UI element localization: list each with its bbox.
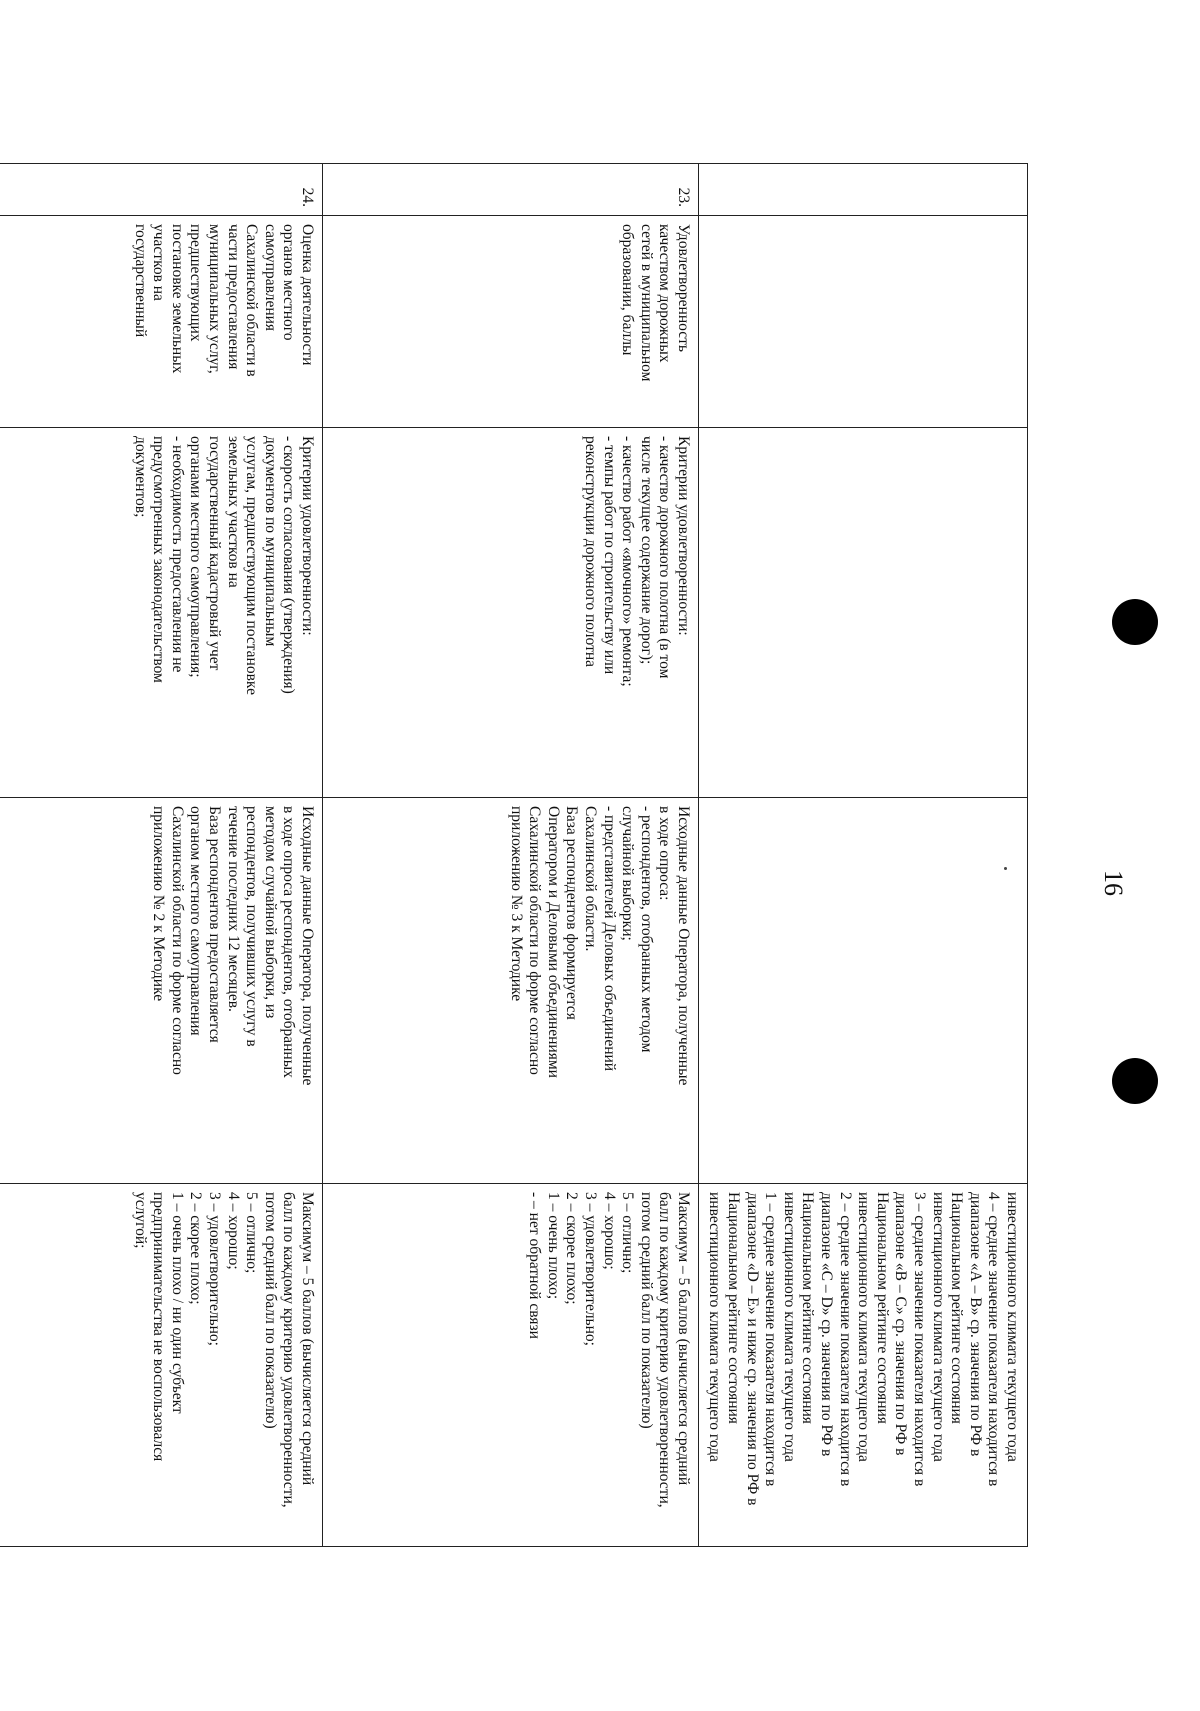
punch-hole-mark bbox=[1112, 1058, 1158, 1104]
text-line: участков на bbox=[150, 224, 168, 301]
text-line: качеством дорожных bbox=[656, 224, 674, 363]
text-line: 1 – среднее значение показателя находится в bbox=[762, 1192, 780, 1487]
text-line: инвестиционного климата текущего года bbox=[1004, 1192, 1021, 1462]
text-line: инвестиционного климата текущего года bbox=[780, 1192, 798, 1462]
cell-name bbox=[322, 216, 698, 428]
table-row-23 bbox=[322, 164, 698, 1547]
table-row-24 bbox=[0, 164, 322, 1547]
text-line: методом случайной выборки, из bbox=[261, 806, 279, 1019]
text-line: случайной выборки; bbox=[619, 806, 637, 941]
text-line: муниципальных услуг, bbox=[205, 224, 223, 374]
text-line: 2 – скорее плохо; bbox=[563, 1192, 581, 1305]
cell-score bbox=[322, 1184, 698, 1547]
text-line: Удовлетворенность bbox=[674, 224, 692, 352]
text-line: органов местного bbox=[280, 224, 298, 341]
cell-source bbox=[322, 798, 698, 1184]
text-line: предпринимательства не воспользовался bbox=[150, 1192, 168, 1462]
text-line: инвестиционного климата текущего года bbox=[929, 1192, 947, 1462]
cell-criteria bbox=[322, 428, 698, 798]
text-line: земельных участков на bbox=[224, 436, 242, 588]
text-line: 3 – удовлетворительно; bbox=[581, 1192, 599, 1346]
text-line: постановке земельных bbox=[168, 224, 186, 374]
text-line: числе текущее содержание дорог); bbox=[637, 436, 655, 665]
text-line: Сахалинской области. bbox=[581, 806, 599, 952]
text-line: - респондентов, отобранных методом bbox=[637, 806, 655, 1053]
text-line: реконструкции дорожного полотна bbox=[581, 436, 599, 668]
page-number: 16 bbox=[1099, 870, 1128, 896]
text-line: документов; bbox=[131, 436, 149, 518]
text-line: государственный bbox=[131, 224, 149, 338]
text-line: документов по муниципальным bbox=[261, 436, 279, 647]
text-line: течение последних 12 месяцев. bbox=[224, 806, 242, 1012]
text-line: потом средний балл по показателю) bbox=[261, 1192, 279, 1429]
text-line: Национальном рейтинге состояния bbox=[873, 1192, 891, 1424]
cell-criteria bbox=[0, 428, 322, 798]
text-line: инвестиционного климата текущего года bbox=[855, 1192, 873, 1462]
cell-num: 23. bbox=[322, 164, 698, 216]
text-line: респондентов, получивших услугу в bbox=[243, 806, 261, 1047]
text-line: - представителей Деловых объединений bbox=[600, 806, 618, 1072]
text-line: балл по каждому критерию удовлетворенности, bbox=[280, 1192, 298, 1508]
text-line: Максимум – 5 баллов (вычисляется средний bbox=[298, 1192, 316, 1486]
text-line: балл по каждому критерию удовлетворенности, bbox=[656, 1192, 674, 1508]
text-line: образовании, баллы bbox=[619, 224, 637, 356]
cell-source bbox=[698, 798, 1027, 1184]
text-line: 3 – среднее значение показателя находится в bbox=[911, 1192, 929, 1487]
text-line: диапазоне «D – E» и ниже ср. значения по РФ в bbox=[743, 1192, 761, 1506]
text-line: Оператором и Деловыми объединениями bbox=[544, 806, 562, 1078]
text-line: диапазоне «С – D» ср. значения по РФ в bbox=[818, 1192, 836, 1457]
text-line: - – нет обратной связи bbox=[526, 1192, 544, 1339]
punch-hole-mark bbox=[1112, 599, 1158, 645]
text-line: диапазоне «В – С» ср. значения по РФ в bbox=[892, 1192, 910, 1456]
text-line: 2 – среднее значение показателя находится в bbox=[836, 1192, 854, 1487]
text-line: органом местного самоуправления bbox=[187, 806, 205, 1036]
text-line: государственный кадастровый учет bbox=[205, 436, 223, 671]
text-line: База респондентов предоставляется bbox=[205, 806, 223, 1043]
text-line: 2 – скорее плохо; bbox=[187, 1192, 205, 1305]
text-line: услугой; bbox=[131, 1192, 149, 1249]
text-line: - скорость согласования (утверждения) bbox=[280, 436, 298, 694]
text-line: диапазоне «А – В» ср. значения по РФ в bbox=[966, 1192, 984, 1457]
text-line: - качество работ «ямочного» ремонта; bbox=[619, 436, 637, 687]
text-line: 5 – отлично; bbox=[619, 1192, 637, 1274]
cell-source bbox=[0, 798, 322, 1184]
text-line: инвестиционного климата текущего года bbox=[706, 1192, 724, 1462]
cell-score bbox=[698, 1184, 1027, 1547]
text-line: База респондентов формируется bbox=[563, 806, 581, 1020]
text-line: Максимум – 5 баллов (вычисляется средний bbox=[674, 1192, 692, 1486]
text-line: 4 – среднее значение показателя находится в bbox=[985, 1192, 1003, 1487]
text-line: органами местного самоуправления; bbox=[187, 436, 205, 678]
rotated-table-container bbox=[100, 163, 1028, 1546]
table-row-continued bbox=[698, 164, 1027, 1547]
cell-score bbox=[0, 1184, 322, 1547]
text-line: 1 – очень плохо / ни один субъект bbox=[168, 1192, 186, 1414]
text-line: части предоставления bbox=[224, 224, 242, 370]
text-line: предусмотренных законодательством bbox=[150, 436, 168, 683]
text-line: 3 – удовлетворительно; bbox=[205, 1192, 223, 1346]
text-line: Исходные данные Оператора, полученные bbox=[674, 806, 692, 1086]
text-line: Критерии удовлетворенности: bbox=[298, 436, 316, 636]
text-line: приложению № 3 к Методике bbox=[507, 806, 525, 1002]
text-line: 4 – хорошо; bbox=[224, 1192, 242, 1270]
text-line: 5 – отлично; bbox=[243, 1192, 261, 1274]
text-line: самоуправления bbox=[261, 224, 279, 332]
text-line: Оценка деятельности bbox=[298, 224, 316, 366]
indicators-table bbox=[0, 163, 1028, 1547]
text-line: 1 – очень плохо; bbox=[544, 1192, 562, 1300]
cell-name bbox=[698, 216, 1027, 428]
text-line: Сахалинской области по форме согласно bbox=[168, 806, 186, 1075]
text-line: Национальном рейтинге состояния bbox=[725, 1192, 743, 1424]
text-line: Сахалинской области в bbox=[243, 224, 261, 377]
text-line: Исходные данные Оператора, полученные bbox=[298, 806, 316, 1086]
cell-name bbox=[0, 216, 322, 428]
cell-num bbox=[698, 164, 1027, 216]
text-line: в ходе опроса: bbox=[656, 806, 674, 901]
text-line: приложению № 2 к Методике bbox=[150, 806, 168, 1002]
text-line: предшествующих bbox=[187, 224, 205, 342]
text-line: - качество дорожного полотна (в том bbox=[656, 436, 674, 679]
text-line: Национальном рейтинге состояния bbox=[948, 1192, 966, 1424]
text-line: в ходе опроса респондентов, отобранных bbox=[280, 806, 298, 1078]
text-line: Сахалинской области по форме согласно bbox=[526, 806, 544, 1075]
text-line: сетей в муниципальном bbox=[637, 224, 655, 382]
text-line: Критерии удовлетворенности: bbox=[674, 436, 692, 636]
text-line: Национальном рейтинге состояния bbox=[799, 1192, 817, 1424]
text-line: - темпы работ по строительству или bbox=[600, 436, 618, 675]
text-line: - необходимость предоставления не bbox=[168, 436, 186, 673]
text-line: потом средний балл по показателю) bbox=[637, 1192, 655, 1429]
cell-num: 24. bbox=[0, 164, 322, 216]
cell-criteria bbox=[698, 428, 1027, 798]
text-line: 4 – хорошо; bbox=[600, 1192, 618, 1270]
text-line: услугам, предшествующим постановке bbox=[243, 436, 261, 695]
